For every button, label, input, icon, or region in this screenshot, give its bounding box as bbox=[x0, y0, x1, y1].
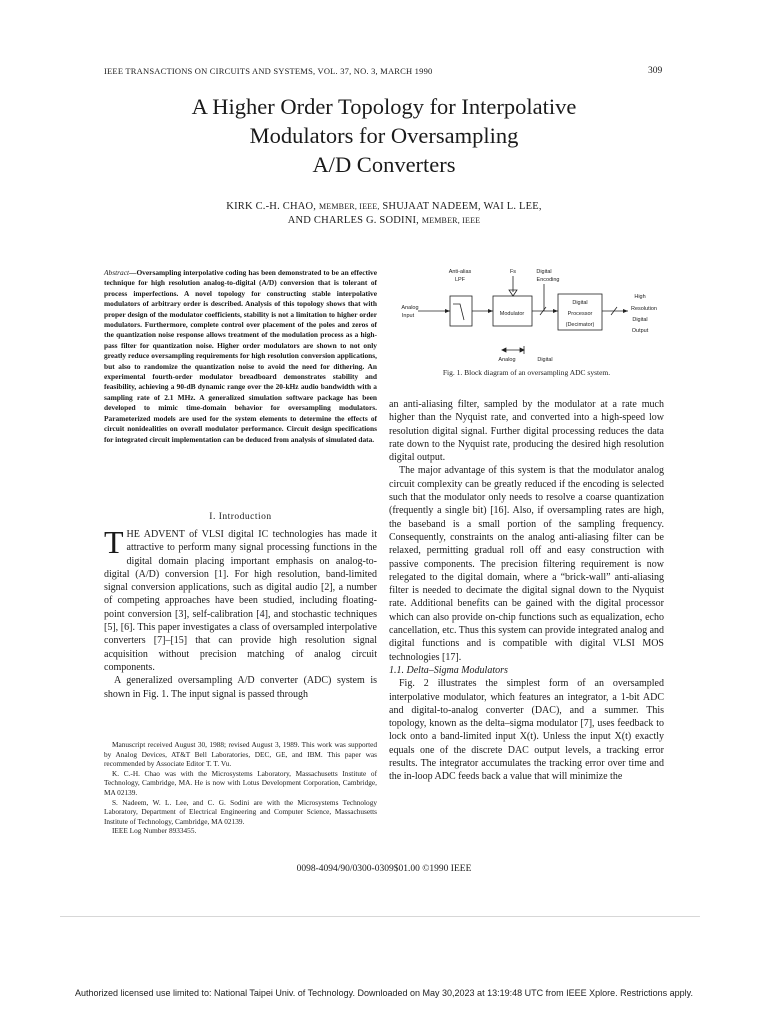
footnote: IEEE Log Number 8933455. bbox=[112, 826, 197, 836]
copyright-line: 0098-4094/90/0300-0309$01.00 ©1990 IEEE bbox=[296, 864, 472, 874]
running-head: IEEE TRANSACTIONS ON CIRCUITS AND SYSTEMS, VOL. 37, NO. 3, MARCH 1990 bbox=[104, 66, 433, 76]
paper-title bbox=[84, 92, 684, 179]
abstract-text: —Oversampling interpolative coding has been demonstrated to be an effective technique for high resolution analog-to-digital (A/D) conversion that is tolerant of process imperfections. A novel topology for constructing stable interpolative modulators of arbitrary order is described. Analysis of this topology shows that with proper design of the modulator coefficients, stability is not a limitation to higher order modulators. Furthermore, complete control over placement of the poles and zeros of the quantization noise response allows treatment of the modulation process as a high-pass filter for quantization noise. Higher order modulators are shown to not only greatly reduce oversampling requirements for high resolution conversion applications, but also to randomize the quantization noise to avoid the need for dithering. An experimental fourth-order modulator breadboard demonstrates stability and feasibility, achieving a 90-dB dynamic range over the 20-kHz audio bandwidth with a sampling rate of 2.1 MHz. A generalized simulation software package has been developed to mimic time-domain behavior for oversampling modulators. Parameterized models are used for the system elements to determine the effects of circuit nonidealities on overall modulator performance. Circuit design specifications for integrated circuit implementation can be deduced from analysis of simulated data. bbox=[104, 268, 377, 444]
legend-digital: Digital bbox=[537, 357, 553, 363]
author-list bbox=[120, 200, 648, 227]
footnote: Manuscript received August 30, 1988; revised August 3, 1989. This work was supported by Analog Devices, AT&T Bell Laboratories, DEC, GE, and IBM. This paper was recommended by Associate Editor T. T. Vu. bbox=[104, 740, 377, 769]
author-membership: MEMBER, IEEE, bbox=[318, 202, 380, 211]
footnote: S. Nadeem, W. L. Lee, and C. G. Sodini are with the Microsystems Technology Laboratory, Department of Electrical Engineering and Computer Science, Massachusetts Institute of Technology, Cambridge, MA 02139. bbox=[104, 797, 377, 826]
processor-label: Processor bbox=[567, 311, 593, 317]
paragraph: Fig. 2 illustrates the simplest form of an oversampled interpolative modulator, which features an integrator, a 1-bit ADC and digital-to-analog converter (DAC), and a summer. This topology, known as the delta–sigma modulator [7], uses feedback to lock onto a band-limited input X(t). Unless the input X(t) exactly equals one of the discrete DAC output levels, a tracking error results. The integrator accumulates the tracking error over time and the in-loop ADC feeds back a value that will minimize the bbox=[389, 678, 664, 783]
title-line: Modulators for Oversampling bbox=[249, 123, 519, 148]
title-line: A Higher Order Topology for Interpolative bbox=[191, 94, 577, 119]
paragraph: The major advantage of this system is that the modulator analog circuit complexity can be greatly reduced if the encoding is selected such that the modulator only needs to resolve a coarse quantization (frequently a single bit) [16]. Also, if oversampling rates are high, the baseband is a small portion of the sampling frequency. Consequently, constraints on the analog anti-aliasing filter can be relaxed, permitting gradual roll off and easy construction with passive components. The precision filtering requirement is now relegated to the digital domain, where a “brick-wall” anti-aliasing filter is needed to decimate the digital signal down to the Nyquist rate. Additional benefits can be gained with the digital processor which can also provide on-chip functions such as equalization, echo cancellation, etc. Thus this system can provide integrated analog and digital functions and is compatible with digital VLSI MOS technologies [17]. bbox=[389, 465, 665, 663]
output-label: Digital bbox=[632, 317, 648, 323]
abstract-label: Abstract bbox=[104, 268, 130, 277]
label-anti-alias: Anti-alias bbox=[448, 269, 472, 275]
section-heading-introduction: I. Introduction bbox=[209, 512, 272, 522]
page-number: 309 bbox=[648, 66, 663, 76]
abstract bbox=[104, 268, 377, 445]
divider bbox=[60, 916, 700, 917]
processor-label: (Decimator) bbox=[565, 322, 595, 328]
label-lpf: LPF bbox=[454, 277, 466, 283]
footnotes bbox=[104, 740, 377, 836]
modulator-label: Modulator bbox=[499, 311, 525, 317]
label-fs: Fs bbox=[509, 269, 517, 275]
paragraph: HE ADVENT of VLSI digital IC technologies has made it attractive to perform many signal processing functions in the digital domain placing important emphasis on analog-to-digital (A/D) conversion [1]. For high resolution, band-limited signal conversion applications, such as digital audio [2], a number of competing approaches have been studied, including floating-point conversion [3], self-calibration [4], and stochastic techniques [5], [6]. This paper investigates a class of oversampled interpolative converters [7]–[15] that can provide high resolution signal acquisition without precision matching of analog circuit components. bbox=[104, 529, 377, 673]
author-membership: MEMBER, IEEE bbox=[421, 215, 481, 225]
output-label: Output bbox=[631, 328, 649, 334]
label-input: Input bbox=[401, 313, 415, 319]
figure-caption: Fig. 1. Block diagram of an oversampling ADC system. bbox=[442, 368, 611, 377]
author-name: AND CHARLES G. SODINI, bbox=[287, 214, 420, 226]
introduction-body bbox=[104, 524, 377, 701]
output-label: Resolution bbox=[631, 306, 657, 312]
author-name: SHUJAAT NADEEM, WAI L. LEE, bbox=[382, 201, 542, 212]
block-diagram bbox=[392, 264, 662, 372]
right-column-body bbox=[389, 398, 664, 784]
processor-label: Digital bbox=[572, 300, 588, 306]
subsection-heading: 1.1. Delta–Sigma Modulators bbox=[389, 664, 508, 676]
paragraph: A generalized oversampling A/D converter (ADC) system is shown in Fig. 1. The input signal is passed through bbox=[104, 675, 377, 700]
output-label: High bbox=[634, 294, 646, 300]
author-name: KIRK C.-H. CHAO, bbox=[226, 201, 317, 212]
label-encoding: Encoding bbox=[536, 277, 560, 283]
drop-cap: T bbox=[104, 524, 124, 560]
legend-analog: Analog bbox=[498, 357, 516, 363]
license-notice: Authorized licensed use limited to: National Taipei Univ. of Technology. Downloaded on May 30,2023 at 13:19:48 UTC from IEEE Xplore. Restrictions apply. bbox=[74, 988, 693, 998]
label-digital-encoding: Digital bbox=[536, 269, 552, 275]
title-line: A/D Converters bbox=[312, 152, 456, 177]
label-analog-input: Analog bbox=[401, 305, 419, 311]
paragraph: an anti-aliasing filter, sampled by the modulator at a rate much higher than the Nyquist rate, and converted into a high-speed low resolution digital signal. Further digital processing reduces the data rate down to the Nyquist rate, producing the desired high resolution digital output. bbox=[389, 399, 664, 464]
footnote: K. C.-H. Chao was with the Microsystems Laboratory, Massachusetts Institute of Technology, Cambridge, MA. He is now with Lotus Development Corporation, Cambridge, MA 02139. bbox=[104, 768, 377, 797]
